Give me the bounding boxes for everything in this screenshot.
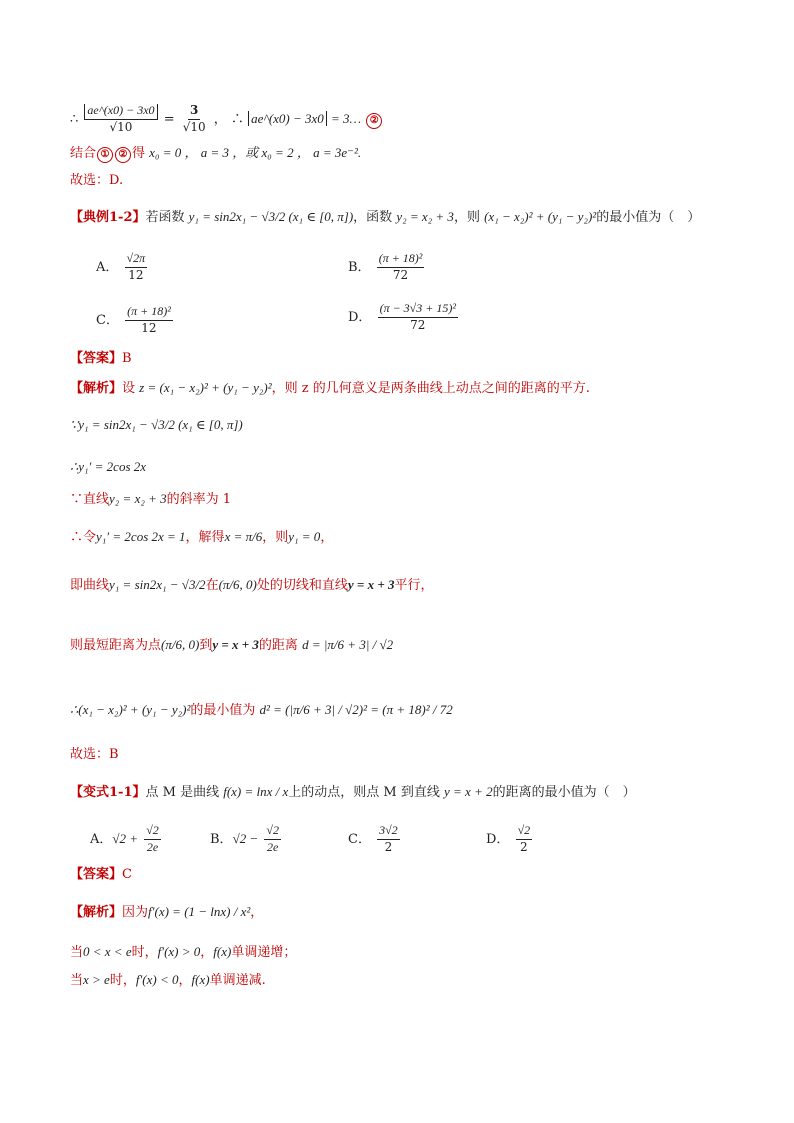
variant-1-1: 【变式1-1】点 M 是曲线 f(x) = lnx / x上的动点，则点 M 到直线 y = x + 2的距离的最小值为（ ）	[70, 784, 636, 800]
question-1-2: 【典例1-2】若函数 y₁ = sin2x₁ − √3/2 (x₁ ∈ [0, π])，函数 y₂ = x₂ + 3，则 (x₁ − x₂)² + (y₁ − y₂)²的最小值为（ ）	[70, 209, 701, 225]
option-c: C． $\frac{\text{(π + 18)²}}{12}$	[96, 304, 171, 335]
abs-expression: ae^(x0) − 3x0	[248, 111, 327, 126]
option-d: D． $\frac{\text{(π − 3√3 + 15)²}}{72}$	[348, 301, 456, 332]
solution-1-line-1: 【解析】设 z = (x₁ − x₂)² + (y₁ − y₂)²，则 z 的几何意义是两条曲线上动点之间的距离的平方.	[70, 380, 590, 396]
variant-option-c: C． $\frac{3√2}{2}$	[348, 823, 398, 854]
solution-1-line-8: ∴(x₁ − x₂)² + (y₁ − y₂)²的最小值为 d² = (|π/6 + 3| / √2)² = (π + 18)² / 72	[70, 702, 453, 718]
answer-2: 【答案】C	[70, 867, 132, 882]
solution-2-line-2: 当0 < x < e时，f′(x) > 0，f(x)单调递增；	[70, 944, 297, 960]
option-a: A． $\frac{√2\pi}{12}$	[96, 251, 146, 282]
choose-d-line: 故选：D.	[70, 173, 124, 188]
solution-1-line-2: ∵y₁ = sin2x₁ − √3/2 (x₁ ∈ [0, π])	[70, 417, 243, 432]
variant-option-d: D． $\frac{√2}{2}$	[486, 823, 531, 854]
solution-1-line-5: ∴令y₁′ = 2cos 2x = 1，解得x = π/6，则y₁ = 0，	[70, 529, 334, 545]
rhs-fraction: $\frac{3}{√10}$	[182, 103, 206, 134]
derivation-line-1: ∴ $\frac{ae\^{}(x0) - 3x0}{√10}$ = $\frac{3}{√10}$ ， ∴ ae^(x0) − 3x0 = 3… ②	[70, 104, 383, 135]
solution-1-line-7: 则最短距离为点(π/6, 0)到y = x + 3的距离 d = |π/6 + 3| / √2	[70, 637, 394, 653]
solution-1-line-4: ∵直线y₂ = x₂ + 3的斜率为 1	[70, 491, 232, 507]
variant-option-a: A．√2 + $\frac{√2}{2e}$	[90, 823, 159, 854]
answer-1: 【答案】B	[70, 351, 132, 366]
solution-2-line-1: 【解析】因为f′(x) = (1 − lnx) / x²，	[70, 904, 264, 920]
solution-1-line-9: 故选：B	[70, 747, 119, 762]
variant-option-b: B．√2 − $\frac{√2}{2e}$	[210, 823, 279, 854]
option-b: B． $\frac{\text{(π + 18)²}}{72}$	[348, 251, 423, 282]
circled-number: ②	[366, 113, 382, 129]
solution-2-line-3: 当x > e时，f′(x) < 0，f(x)单调递减.	[70, 972, 266, 988]
circled-one: ①	[97, 147, 113, 163]
combine-line: 结合 ① ② 得 x₀ = 0 ， a = 3 ，或 x₀ = 2 ， a = 3e⁻².	[70, 145, 362, 161]
distance-fraction: $\frac{ae\^{}(x0) - 3x0}{√10}$	[84, 104, 157, 135]
circled-two: ②	[115, 147, 131, 163]
solution-1-line-6: 即曲线y₁ = sin2x₁ − √3/2在(π/6, 0)处的切线和直线y = x + 3平行，	[70, 577, 434, 593]
solution-1-line-3: ∴y₁′ = 2cos 2x	[70, 459, 147, 474]
